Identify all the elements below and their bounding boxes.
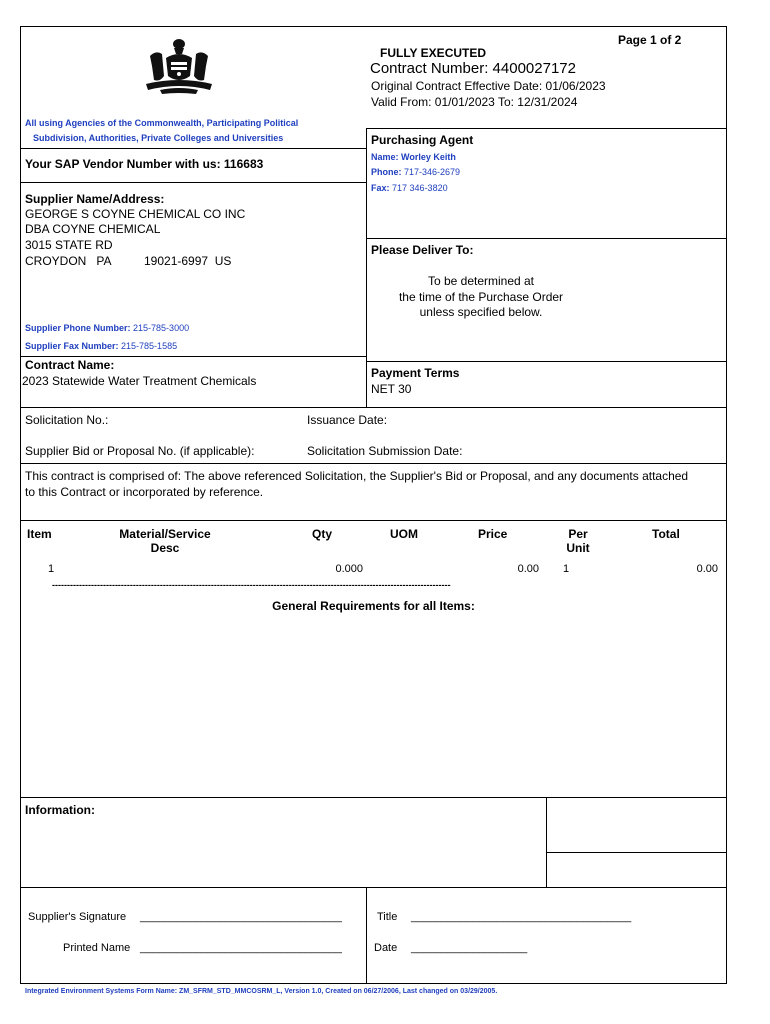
supplier-signature-line[interactable]: _________________________________ [140,911,342,923]
date-line[interactable]: ___________________ [411,942,528,954]
supplier-name: GEORGE S COYNE CHEMICAL CO INC [25,207,246,221]
row-per: 1 [563,563,570,575]
status-label: FULLY EXECUTED [380,46,487,60]
title-line[interactable]: ____________________________________ [411,911,632,923]
supplier-signature-label: Supplier's Signature [28,911,127,923]
supplier-heading: Supplier Name/Address: [25,192,165,206]
col-material: Material/Service Desc [119,527,211,555]
contract-number: Contract Number: 4400027172 [370,60,576,77]
col-item: Item [27,527,52,541]
title-label: Title [377,911,398,923]
agent-phone: Phone: 717-346-2679 [371,167,461,177]
payment-terms-heading: Payment Terms [371,366,460,380]
col-price: Price [478,527,508,541]
printed-name-label: Printed Name [63,942,131,954]
page-number: Page 1 of 2 [618,33,682,47]
contract-name: 2023 Statewide Water Treatment Chemicals [22,374,257,388]
comprised-line2: to this Contract or incorporated by reference. [25,485,264,499]
date-label: Date [374,942,398,954]
deliver-line3: unless specified below. [419,305,543,319]
supplier-phone: Supplier Phone Number: 215-785-3000 [25,323,190,333]
col-per-unit: Per Unit [566,527,590,555]
row-item: 1 [48,563,55,575]
agencies-note-line1: All using Agencies of the Commonwealth, Participating Political [25,118,299,128]
col-qty: Qty [312,527,333,541]
deliver-line2: the time of the Purchase Order [398,290,564,304]
valid-period: Valid From: 01/01/2023 To: 12/31/2024 [371,95,578,109]
comprised-line1: This contract is comprised of: The above referenced Solicitation, the Supplier's Bid or Proposal, and any documents attached [25,469,689,483]
general-requirements: General Requirements for all Items: [272,599,475,613]
col-total: Total [652,527,680,541]
supplier-street: 3015 STATE RD [25,238,113,252]
row-total: 0.00 [696,563,718,575]
issuance-date: Issuance Date: [307,413,388,427]
deliver-line1: To be determined at [427,274,535,288]
printed-name-line[interactable]: _________________________________ [140,942,342,954]
form-footer: Integrated Environment Systems Form Name: ZM_SFRM_STD_MMCOSRM_L, Version 1.0, Created on 06/27/2006, Last changed on 03/29/2005. [25,988,498,995]
agencies-note-line2: Subdivision, Authorities, Private Colleges and Universities [33,133,284,143]
col-uom: UOM [390,527,418,541]
sap-vendor-number: Your SAP Vendor Number with us: 116683 [25,157,264,171]
agent-fax: Fax: 717 346-3820 [371,183,448,193]
information-heading: Information: [25,803,95,817]
payment-terms: NET 30 [371,382,412,396]
agent-name: Name: Worley Keith [371,152,456,162]
solicitation-no: Solicitation No.: [25,413,109,427]
row-qty: 0.000 [335,563,363,575]
bid-proposal-no: Supplier Bid or Proposal No. (if applicable): [25,444,255,458]
commonwealth-seal-icon [140,36,218,98]
effective-date: Original Contract Effective Date: 01/06/2023 [371,79,606,93]
item-separator: ------------------------------------------------------------------------------------------------------------------------------------- [52,580,451,590]
contract-name-heading: Contract Name: [25,358,115,372]
supplier-fax: Supplier Fax Number: 215-785-1585 [25,341,178,351]
deliver-to-heading: Please Deliver To: [371,243,474,257]
supplier-city-state: CROYDON PA [25,254,112,268]
submission-date: Solicitation Submission Date: [307,444,463,458]
purchasing-agent-heading: Purchasing Agent [371,133,474,147]
supplier-dba: DBA COYNE CHEMICAL [25,222,161,236]
supplier-zip-country: 19021-6997 US [144,254,232,268]
row-price: 0.00 [517,563,539,575]
